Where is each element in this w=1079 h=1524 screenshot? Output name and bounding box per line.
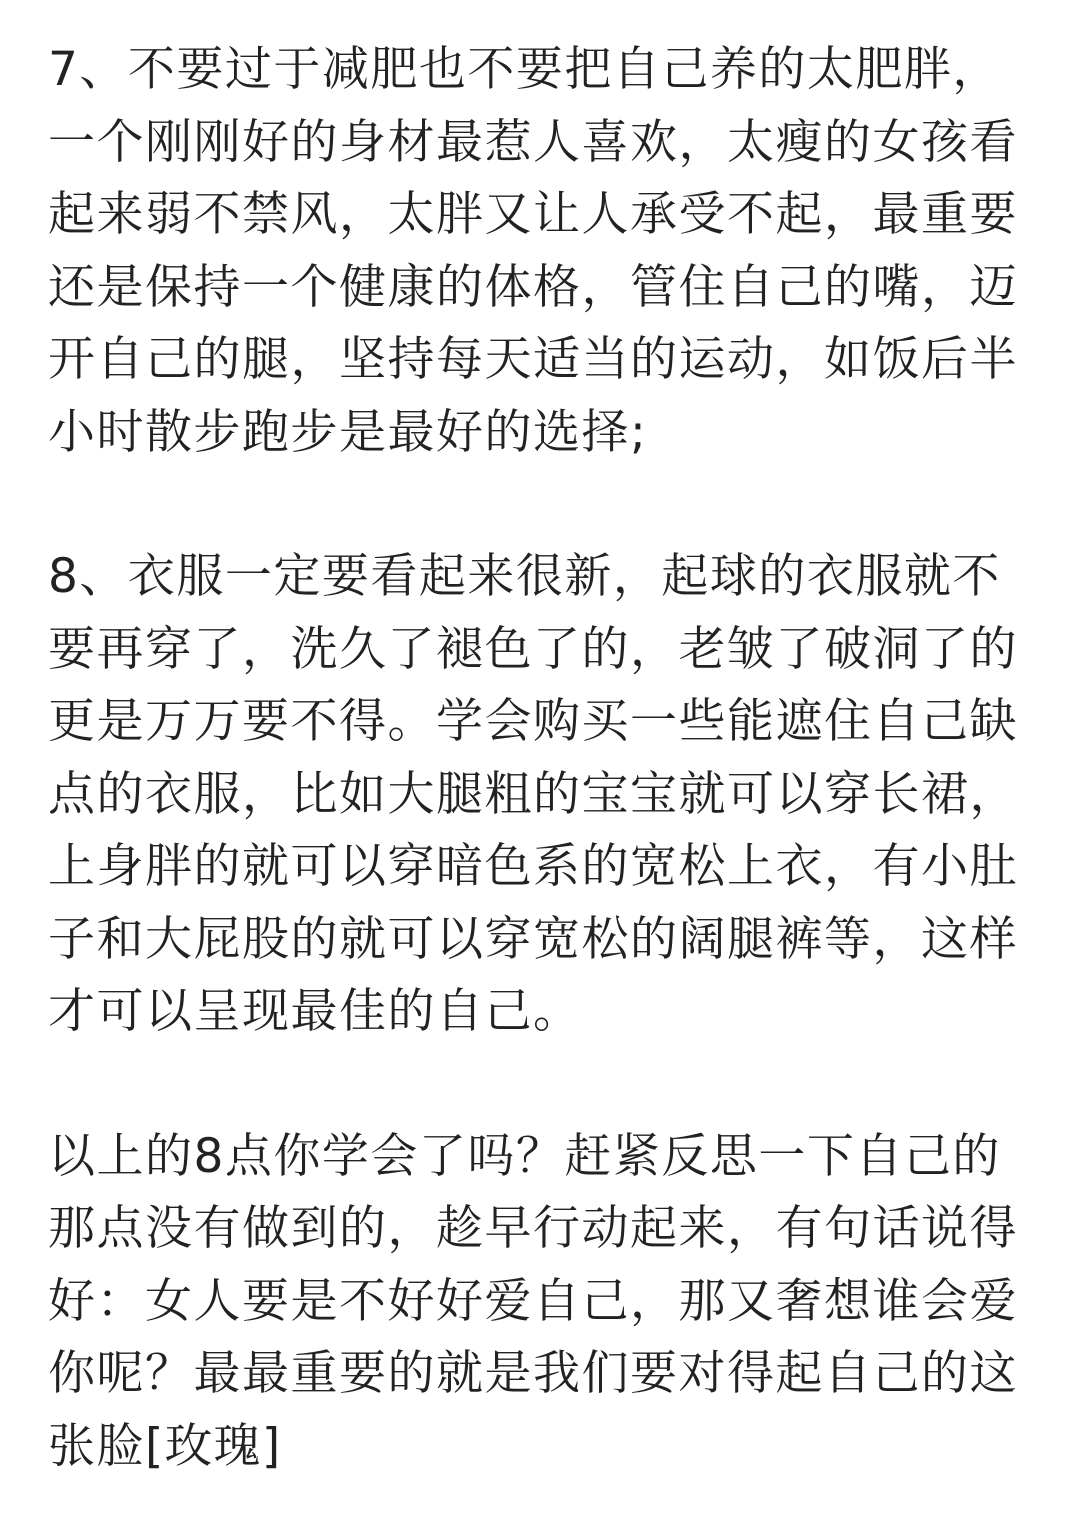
paragraph-summary: 以上的8点你学会了吗？赶紧反思一下自己的那点没有做到的，趁早行动起来，有句话说得好：女人要是不好好爱自己，那又奢想谁会爱你呢？最最重要的就是我们要对得起自己的这张脸[玫瑰]: [48, 1128, 1018, 1474]
paragraph-tip-8: 8、衣服一定要看起来很新，起球的衣服就不要再穿了，洗久了褪色了的，老皱了破洞了的更是万万要不得。学会购买一些能遮住自己缺点的衣服，比如大腿粗的宝宝就可以穿长裙，上身胖的就可以穿暗色系的宽松上衣，有小肚子和大屁股的就可以穿宽松的阔腿裤等，这样才可以呈现最佳的自己。: [48, 549, 1018, 1039]
paragraph-tip-7: 7、不要过于减肥也不要把自己养的太肥胖，一个刚刚好的身材最惹人喜欢，太瘦的女孩看起来弱不禁风，太胖又让人承受不起，最重要还是保持一个健康的体格，管住自己的嘴，迈开自己的腿，坚持每天适当的运动，如饭后半小时散步跑步是最好的选择;: [48, 42, 1018, 460]
